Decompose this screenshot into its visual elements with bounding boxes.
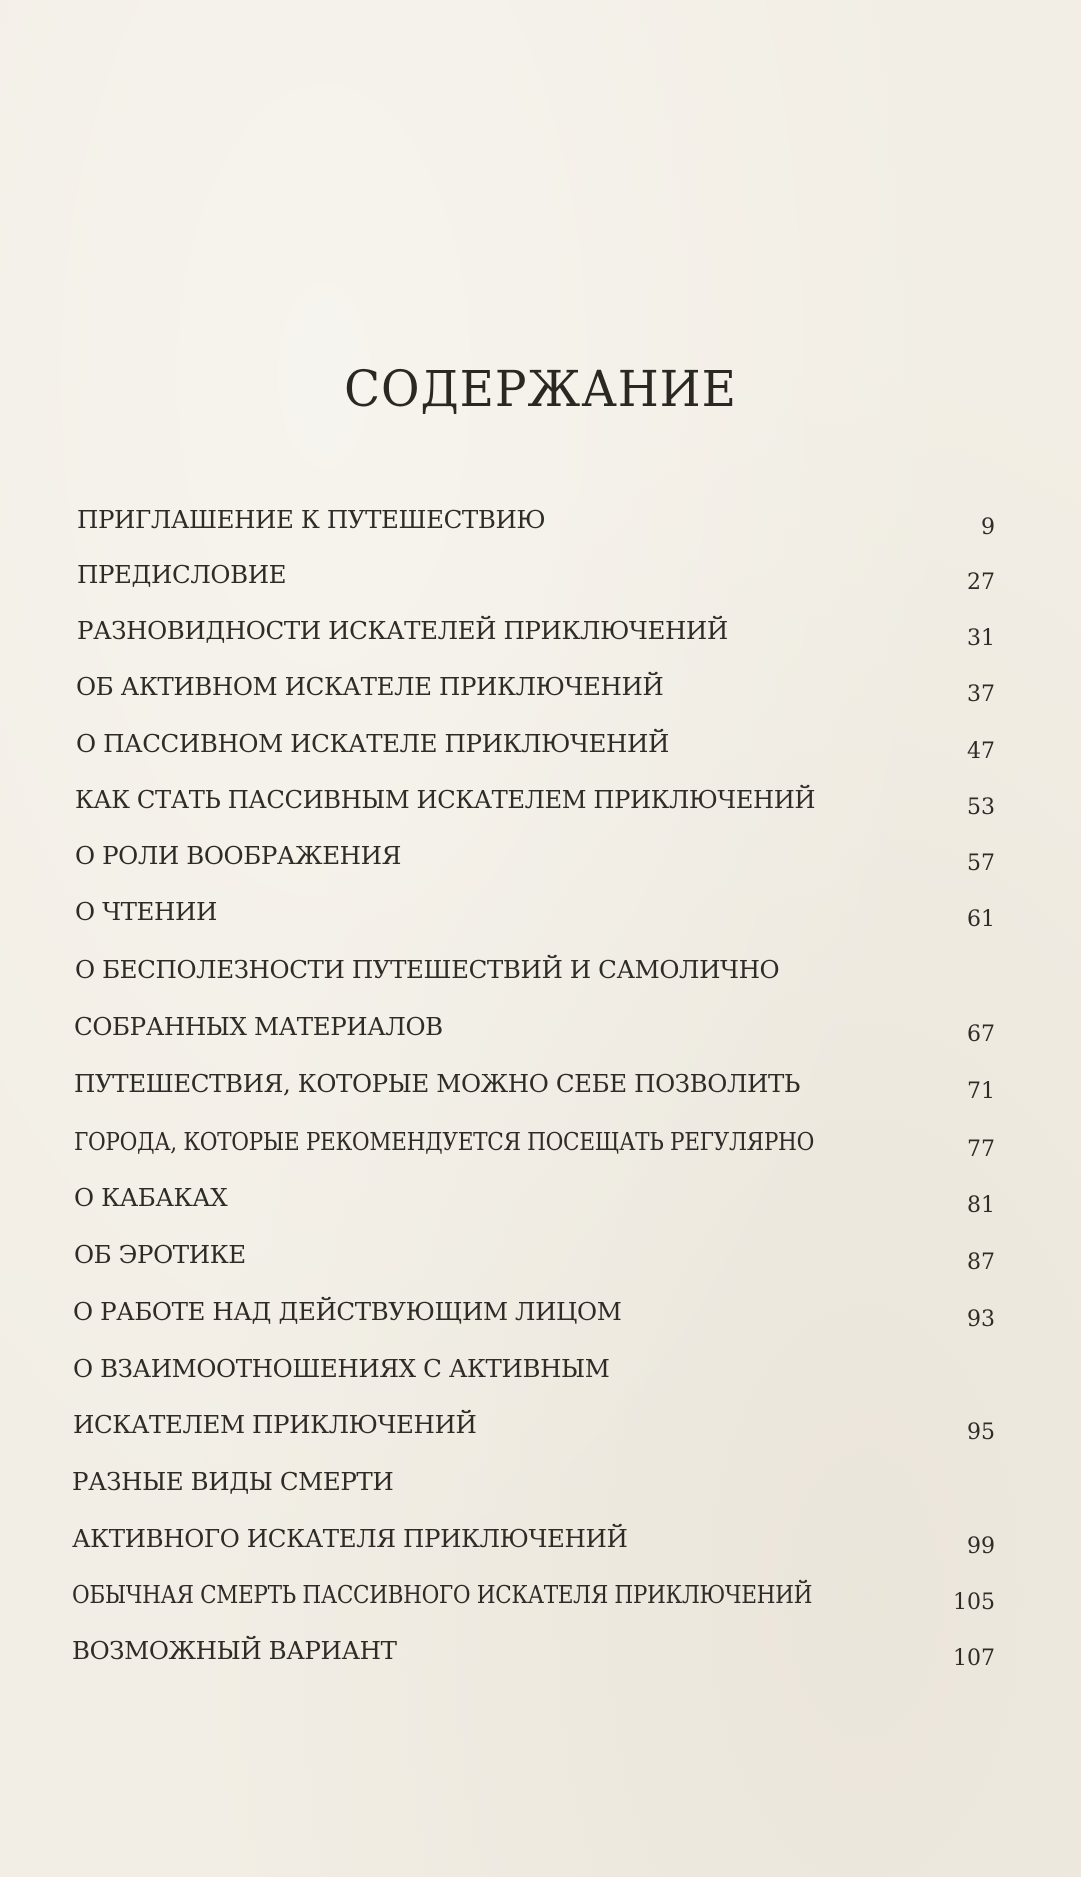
toc-entry-page: 105 [953, 1590, 995, 1615]
toc-entry-page: 87 [967, 1250, 995, 1275]
toc-entry-page: 27 [967, 570, 995, 595]
toc-entry-text: О ПАССИВНОМ ИСКАТЕЛЕ ПРИКЛЮЧЕНИЙ [76, 729, 669, 758]
toc-entry [75, 782, 995, 818]
toc-entry [75, 894, 995, 930]
toc-entry-page: 95 [967, 1420, 995, 1445]
toc-entry [76, 726, 995, 762]
toc-entry-page: 99 [967, 1534, 995, 1559]
toc-entry-page: 9 [981, 515, 995, 540]
page-title: СОДЕРЖАНИЕ [344, 360, 737, 418]
toc-entry-text: О ЧТЕНИИ [75, 897, 217, 926]
toc-entry [74, 1180, 995, 1216]
toc-entry [75, 838, 995, 874]
toc-entry-page: 47 [967, 739, 995, 764]
toc-entry [77, 613, 995, 649]
toc-entry-page: 81 [967, 1193, 995, 1218]
toc-entry-text: О БЕСПОЛЕЗНОСТИ ПУТЕШЕСТВИЙ И САМОЛИЧНО [75, 955, 780, 984]
toc-entry [74, 1237, 995, 1273]
toc-entry-page: 107 [953, 1646, 995, 1671]
toc-entry-text: ОБЫЧНАЯ СМЕРТЬ ПАССИВНОГО ИСКАТЕЛЯ ПРИКЛЮЧЕНИЙ [72, 1580, 813, 1609]
toc-entry [73, 1294, 995, 1330]
toc-entry-text: ПРЕДИСЛОВИЕ [77, 560, 287, 589]
toc-entry-text: О РОЛИ ВООБРАЖЕНИЯ [75, 841, 401, 870]
toc-entry [72, 1464, 995, 1500]
toc-entry [72, 1577, 995, 1613]
toc-entry-text: РАЗНЫЕ ВИДЫ СМЕРТИ [72, 1467, 394, 1496]
toc-entry-text: ОБ АКТИВНОМ ИСКАТЕЛЕ ПРИКЛЮЧЕНИЙ [76, 672, 664, 701]
toc-entry-text: ВОЗМОЖНЫЙ ВАРИАНТ [72, 1636, 397, 1665]
toc-entry-text: СОБРАННЫХ МАТЕРИАЛОВ [74, 1012, 443, 1041]
toc-entry-text: ГОРОДА, КОТОРЫЕ РЕКОМЕНДУЕТСЯ ПОСЕЩАТЬ РЕГУЛЯРНО [74, 1127, 814, 1156]
toc-entry-text: О ВЗАИМООТНОШЕНИЯХ С АКТИВНЫМ [73, 1354, 610, 1383]
toc-entry-text: КАК СТАТЬ ПАССИВНЫМ ИСКАТЕЛЕМ ПРИКЛЮЧЕНИЙ [75, 785, 816, 814]
toc-entry-text: АКТИВНОГО ИСКАТЕЛЯ ПРИКЛЮЧЕНИЙ [72, 1524, 628, 1553]
toc-entry-page: 37 [967, 682, 995, 707]
toc-entry-text: ИСКАТЕЛЕМ ПРИКЛЮЧЕНИЙ [73, 1410, 477, 1439]
toc-entry-text: РАЗНОВИДНОСТИ ИСКАТЕЛЕЙ ПРИКЛЮЧЕНИЙ [77, 616, 728, 645]
toc-entry [76, 669, 995, 705]
toc-entry-text: ПУТЕШЕСТВИЯ, КОТОРЫЕ МОЖНО СЕБЕ ПОЗВОЛИТЬ [74, 1069, 801, 1098]
toc-entry [73, 1351, 995, 1387]
toc-entry-text: О РАБОТЕ НАД ДЕЙСТВУЮЩИМ ЛИЦОМ [73, 1297, 622, 1326]
toc-entry-text: ОБ ЭРОТИКЕ [74, 1240, 246, 1269]
toc-entry [74, 1124, 995, 1160]
toc-entry [73, 1407, 995, 1443]
toc-entry-text: О КАБАКАХ [74, 1183, 228, 1212]
toc-entry-page: 57 [967, 851, 995, 876]
toc-entry [74, 1009, 995, 1045]
toc-entry-text: ПРИГЛАШЕНИЕ К ПУТЕШЕСТВИЮ [77, 505, 546, 534]
toc-entry [74, 1066, 995, 1102]
toc-entry-page: 61 [967, 907, 995, 932]
toc-entry [72, 1521, 995, 1557]
toc-entry-page: 67 [967, 1022, 995, 1047]
toc-entry [72, 1633, 995, 1669]
toc-entry-page: 71 [967, 1079, 995, 1104]
toc-entry-page: 93 [967, 1307, 995, 1332]
toc-entry [77, 502, 995, 538]
toc-entry [75, 952, 995, 988]
toc-entry-page: 31 [967, 626, 995, 651]
toc-entry [77, 557, 995, 593]
toc-entry-page: 77 [967, 1137, 995, 1162]
toc-entry-page: 53 [967, 795, 995, 820]
